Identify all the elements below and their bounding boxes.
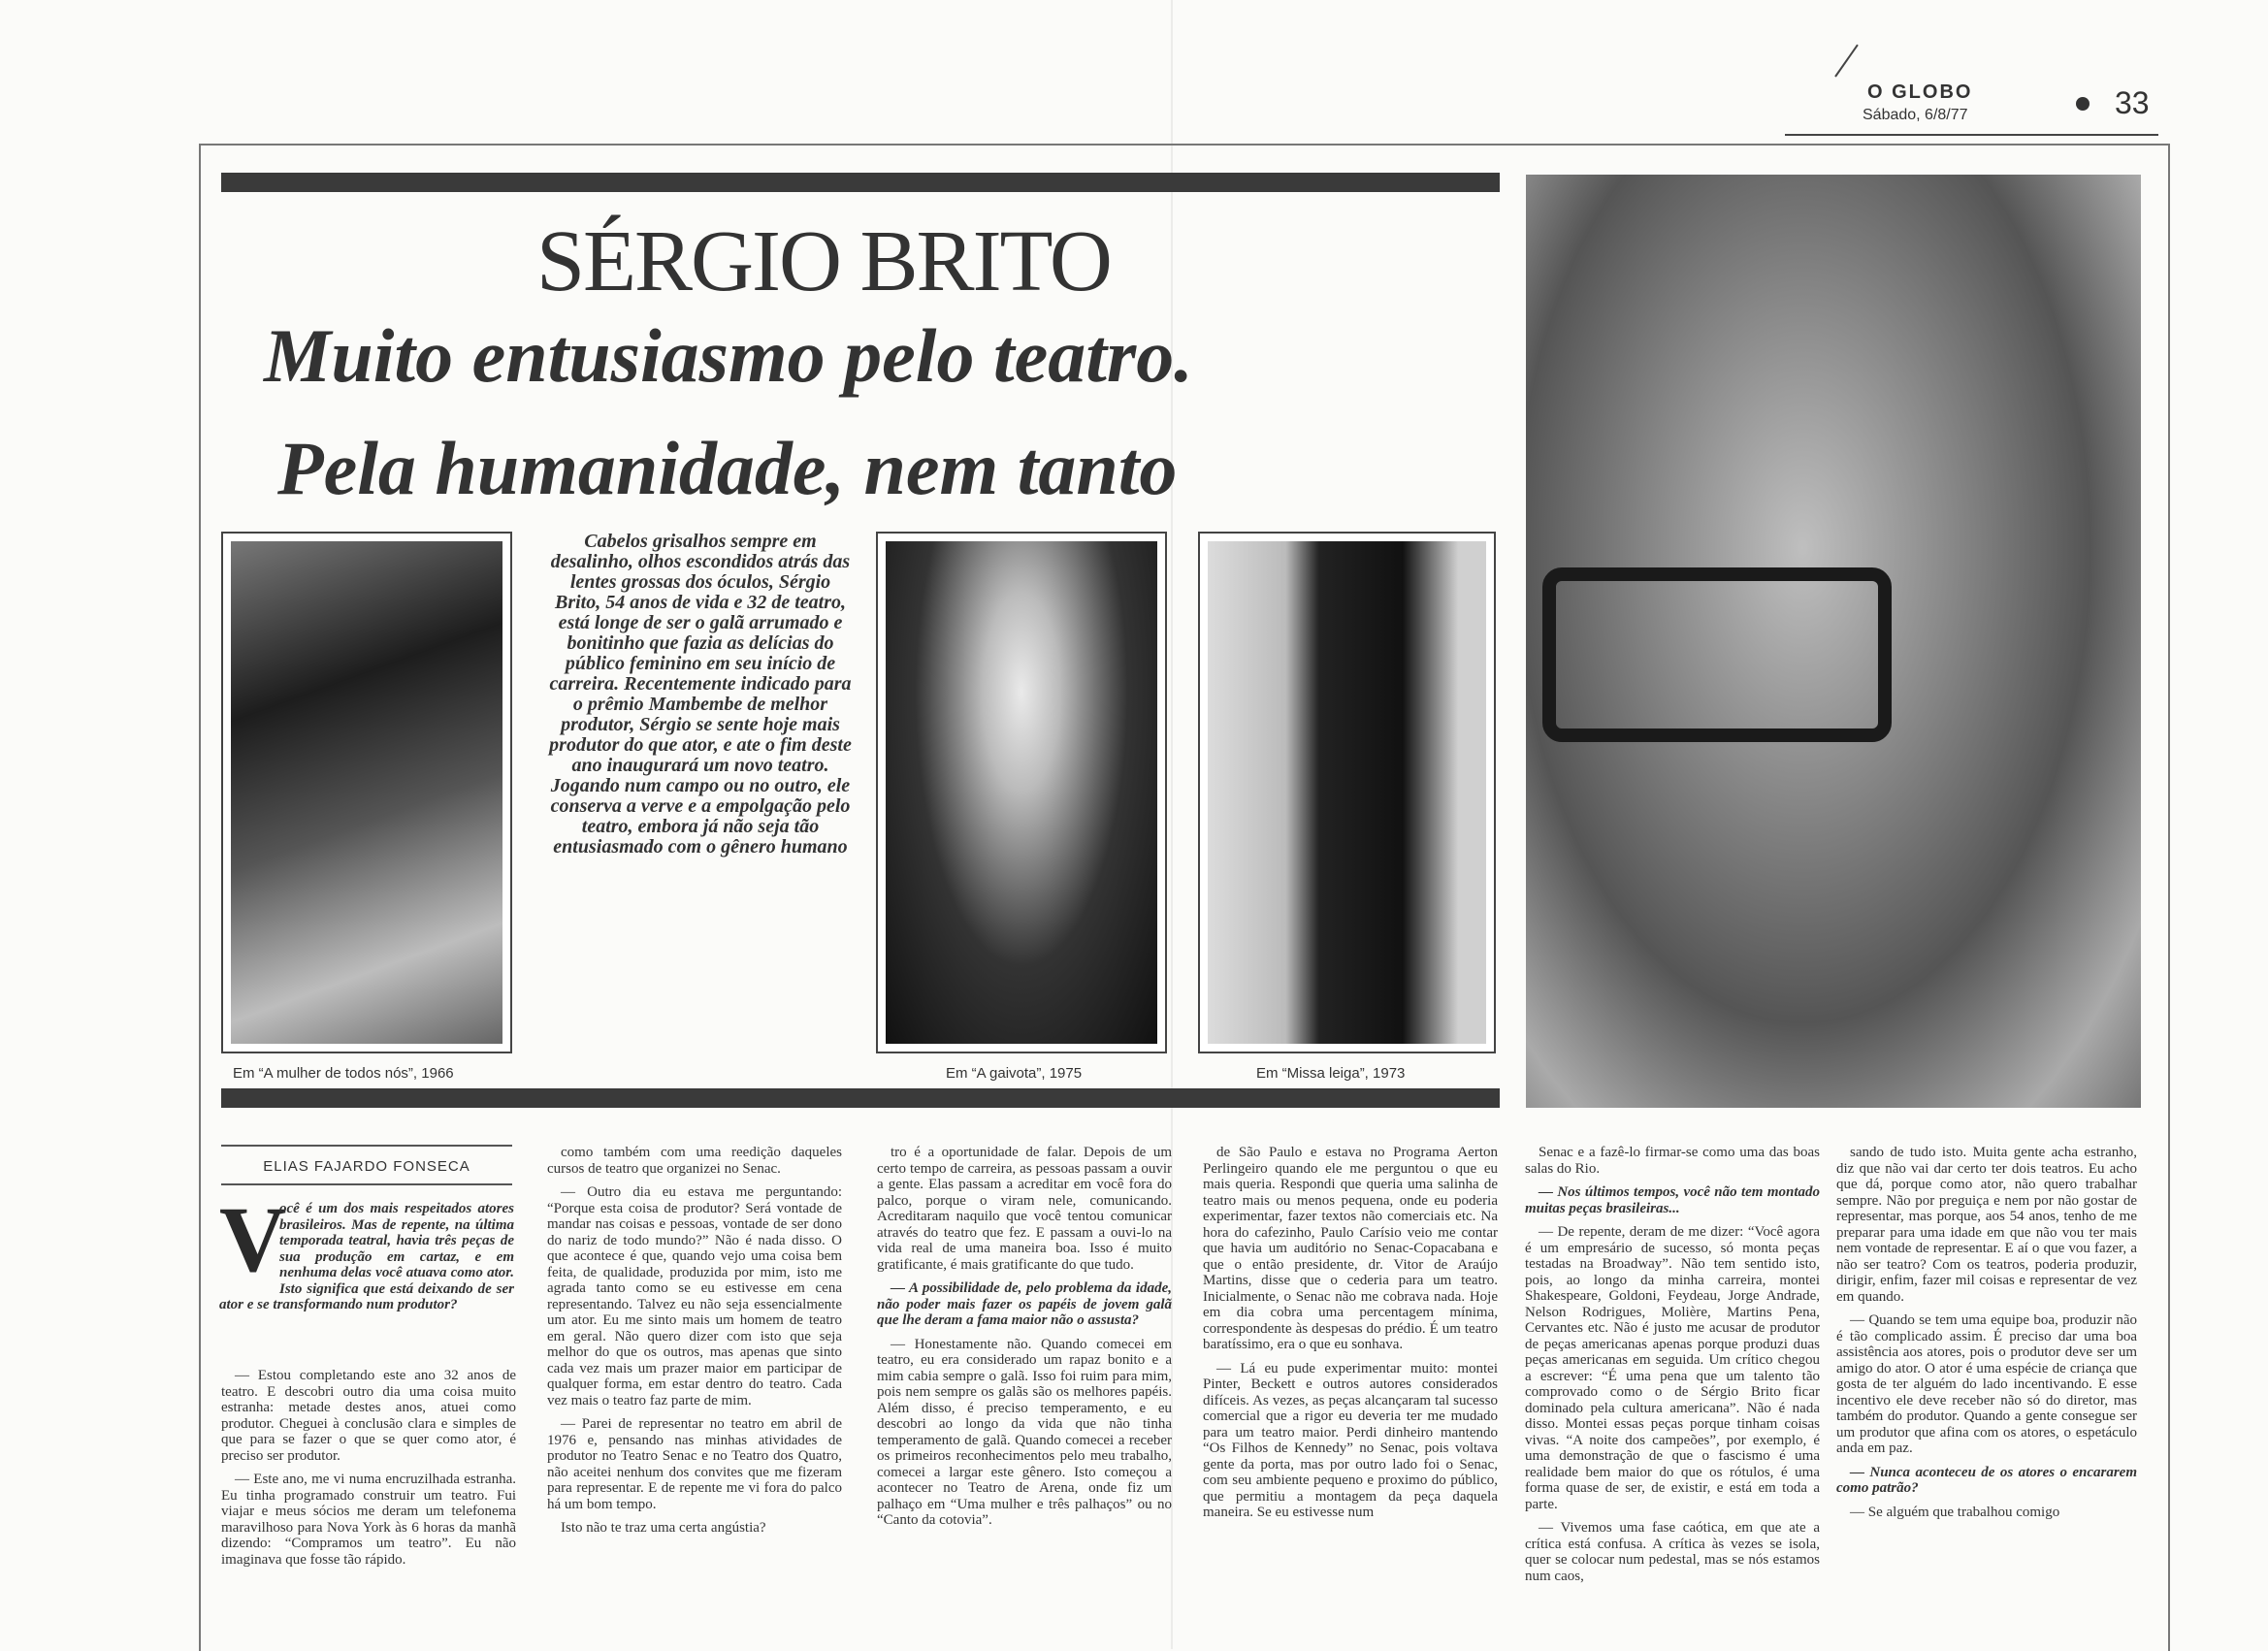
paragraph: — Vivemos uma fase caótica, em que ate a crítica está confusa. A crítica às vezes se isola, quer se colocar num pedestal, mas se nós estamos num caos, xyxy=(1525,1520,1820,1584)
paragraph: tro é a oportunidade de falar. Depois de um certo tempo de carreira, as pessoas passam a ouvir a gente. Elas passam a acreditar em você fora do palco, porque o viram nele, comunicando. Acreditaram naquilo que você tentou comunicar através do teatro que fez. E passam a ouvi-lo na vida real de uma maneira boa. Isso é muito gratificante, é mais gratificante do que tudo. xyxy=(877,1145,1172,1273)
caption-photo-1: Em “A mulher de todos nós”, 1966 xyxy=(233,1065,454,1082)
masthead-slash xyxy=(1834,45,1859,78)
paragraph: — Se alguém que trabalhou comigo xyxy=(1850,1504,2060,1520)
column-2 xyxy=(547,1145,842,1649)
issue-date: Sábado, 6/8/77 xyxy=(1863,107,1968,123)
photo-missa-leiga xyxy=(1198,532,1496,1053)
paragraph: — Parei de representar no teatro em abril de 1976 e, pensando nas minhas atividades de produtor no Teatro Senac e no Teatro dos Quatro, não aceitei nenhum dos convites que me fizeram para representar. E de repente me vi fora do palco há um bom tempo. xyxy=(547,1416,842,1512)
paragraph: sando de tudo isto. Muita gente acha estranho, diz que não vai dar certo ter dois teatros. Eu acho que dá, porque como ator, não quero trabalhar sempre. Não por preguiça e nem por não gostar de representar, mas porque, aos 54 anos, tenho de me preparar para uma idade em que não vou ter mais nem vontade de representar. E aí o que vou fazer, a não ser teatro? Com os teatros, poderia produzir, dirigir, enfim, fazer mil coisas e representar de vez em quando. xyxy=(1836,1145,2137,1305)
page-number: 33 xyxy=(2115,85,2150,120)
column-4 xyxy=(1203,1145,1498,1649)
paragraph: — Honestamente não. Quando comecei em teatro, eu era considerado um rapaz bonito e a mim cabia sempre o galã. Isso foi ruim para mim, pois nem sempre os galãs são os melhores papéis. Além disso, é preciso temperamento, e eu descobri ao longo da vida que não tinha temperamento de galã. Quando comecei a receber os primeiros reconhecimentos pelo meu trabalho, comecei a largar este gênero. Isto começou a acontecer no Teatro de Arena, onde fiz um palhaço em “Uma mulher e três palhaços” ou no “Canto da cotovia”. xyxy=(877,1336,1172,1528)
intro-paragraph: Cabelos grisalhos sempre em desalinho, olhos escondidos atrás das lentes grossas dos óculos, Sérgio Brito, 54 anos de vida e 32 de teatro, está longe de ser o galã arrumado e bonitinho que fazia as delícias do público feminino em seu início de carreira. Recentemente indicado para o prêmio Mambembe de melhor produtor, Sérgio se sente hoje mais produtor do que ator, e ate o fim deste ano inaugurará um novo teatro. Jogando num campo ou no outro, ele conserva a verve e a empolgação pelo teatro, embora já não seja tão entusiasmado com o gênero humano xyxy=(549,531,852,858)
column-1 xyxy=(221,1368,516,1649)
column-6 xyxy=(1836,1145,2137,1649)
paragraph: de São Paulo e estava no Programa Aerton Perlingeiro quando ele me perguntou o que eu mais queria. Respondi que queria uma salinha de teatro mais ou menos pequena, onde eu poderia experimentar, fazer textos não comerciais etc. Na hora do cafezinho, Paulo Carísio veio me contar que havia um auditório no Senac-Copacabana e que o então presidente, dr. Vitor de Araújo Martins, disse que o cederia para um teatro. Inicialmente, o Senac não me cobrava nada. Hoje em dia cobra uma percentagem mínima, correspondente às despesas do prédio. É um teatro baratíssimo, era o que eu sonhava. xyxy=(1203,1145,1498,1352)
interview-question: — A possibilidade de, pelo problema da idade, não poder mais fazer os papéis de jovem galã que lhe deram a fama maior não o assusta? xyxy=(877,1280,1172,1328)
newspaper-name: O GLOBO xyxy=(1867,81,1973,103)
paragraph: — Quando se tem uma equipe boa, produzir não é tão complicado assim. É preciso dar uma boa assistência aos atores, pois o produtor deve ser um amigo do ator. O ator é uma espécie de criança que gosta de ter alguém do lado incentivando. E esse incentivo ele deve receber não só do diretor, mas também do produtor. Quando a gente consegue ser um produtor que afina com os atores, o espetáculo anda em paz. xyxy=(1836,1312,2137,1456)
photo-a-gaivota xyxy=(876,532,1167,1053)
drop-cap: V xyxy=(219,1187,287,1291)
bottom-rule-bar xyxy=(221,1088,1500,1108)
photo-a-mulher-de-todos-nos xyxy=(221,532,512,1053)
paragraph: como também com uma reedição daqueles cursos de teatro que organizei no Senac. xyxy=(547,1145,842,1177)
headline-line-1: Muito entusiasmo pelo teatro. xyxy=(264,313,1193,398)
caption-photo-3: Em “Missa leiga”, 1973 xyxy=(1256,1065,1406,1082)
column-5 xyxy=(1525,1145,1820,1649)
byline-rule-bottom xyxy=(221,1183,512,1185)
portrait-glasses-shape xyxy=(1542,567,1892,742)
paragraph: Senac e a fazê-lo firmar-se como uma das boas salas do Rio. xyxy=(1525,1145,1820,1177)
byline-rule-top xyxy=(221,1145,512,1147)
paragraph: Isto não te traz uma certa angústia? xyxy=(561,1520,766,1536)
paragraph: — Lá eu pude experimentar muito: montei Pinter, Beckett e outros autores considerados difíceis. As vezes, as peças alcançaram tal sucesso comercial que a rigor eu deveria ter me mudado para um teatro maior. Perdi dinheiro mantendo “Os Filhos de Kennedy” no Senac, pois voltava gente da porta, mas por outro lado foi o Senac, com seu ambiente pequeno e proximo do público, que permitiu a montagem da peça daquela maneira. Se eu estivesse num xyxy=(1203,1360,1498,1520)
article-subject-name: SÉRGIO BRITO xyxy=(536,213,1111,309)
masthead-rule xyxy=(1785,134,2158,136)
paragraph: — Outro dia eu estava me perguntando: “Porque esta coisa de produtor? Será vontade de mandar nas coisas e pessoas, vontade de ser dono do nariz de todo mundo?” Não é nada disso. O que acontece é que, quando vejo uma coisa bem feita, de qualidade, produzida por mim, isto me agrada tanto como se eu estivesse em cena representando. Talvez eu não seja essencialmente um ator. Eu me sinto mais um homem de teatro em geral. Não quero dizer com isto que seja melhor do que os outros, mas apenas que sinto cada vez mais um prazer maior em participar de qualquer forma, em estar dentro do teatro. Cada vez mais o teatro faz parte de mim. xyxy=(547,1184,842,1408)
top-rule-bar xyxy=(221,173,1500,192)
paragraph: — Este ano, me vi numa encruzilhada estranha. Eu tinha programado construir um teatro. Fui viajar e meus sócios me deram um telefonema maravilhoso para Nova York às 6 horas da manhã dizendo: “Compramos um teatro”. Eu não imaginava que fosse tão rápido. xyxy=(221,1472,516,1568)
byline: ELIAS FAJARDO FONSECA xyxy=(263,1158,470,1175)
interview-question: — Nos últimos tempos, você não tem montado muitas peças brasileiras... xyxy=(1525,1184,1820,1216)
headline-line-2: Pela humanidade, nem tanto xyxy=(277,426,1178,510)
caption-photo-2: Em “A gaivota”, 1975 xyxy=(946,1065,1083,1082)
column-3 xyxy=(877,1145,1172,1649)
lead-question: ocê é um dos mais respeitados atores brasileiros. Mas de repente, na última temporada teatral, havia três peças de sua produção em cartaz, e em nenhuma delas você atuava como ator. Isto significa que está deixando de ser ator e se transformando num produtor? xyxy=(219,1201,514,1312)
bullet-icon xyxy=(2076,97,2090,111)
paragraph: — De repente, deram de me dizer: “Você agora é um empresário de sucesso, só monta peças testadas na Broadway”. Não tem sentido isto, pois, ao longo da minha carreira, montei Shakespeare, Goldoni, Feydeau, Jorge Andrade, Nelson Rodrigues, Molière, Martins Pena, Cervantes etc. Não é justo me acusar de produtor de peças americanas apenas porque produzi duas peças americanas em seguida. Um crítico chegou a escrever: “É uma pena que um talento tão comprovado como o de Sérgio Brito ficar dominado pela cultura americana”. Não é nada disso. Montei essas peças porque tinham coisas vivas. “A noite dos campeões”, por exemplo, é uma demonstração de que o fascismo é uma realidade bem maior do que os rótulos, é uma forma quase de ser, de existir, e está em toda a parte. xyxy=(1525,1224,1820,1512)
paragraph: — Estou completando este ano 32 anos de teatro. E descobri outro dia uma coisa muito estranha: metade destes anos, atuei como produtor. Cheguei à conclusão clara e simples de que para se fazer o que se quer como ator, é preciso ser produtor. xyxy=(221,1368,516,1464)
interview-question: — Nunca aconteceu de os atores o encararem como patrão? xyxy=(1836,1464,2137,1496)
